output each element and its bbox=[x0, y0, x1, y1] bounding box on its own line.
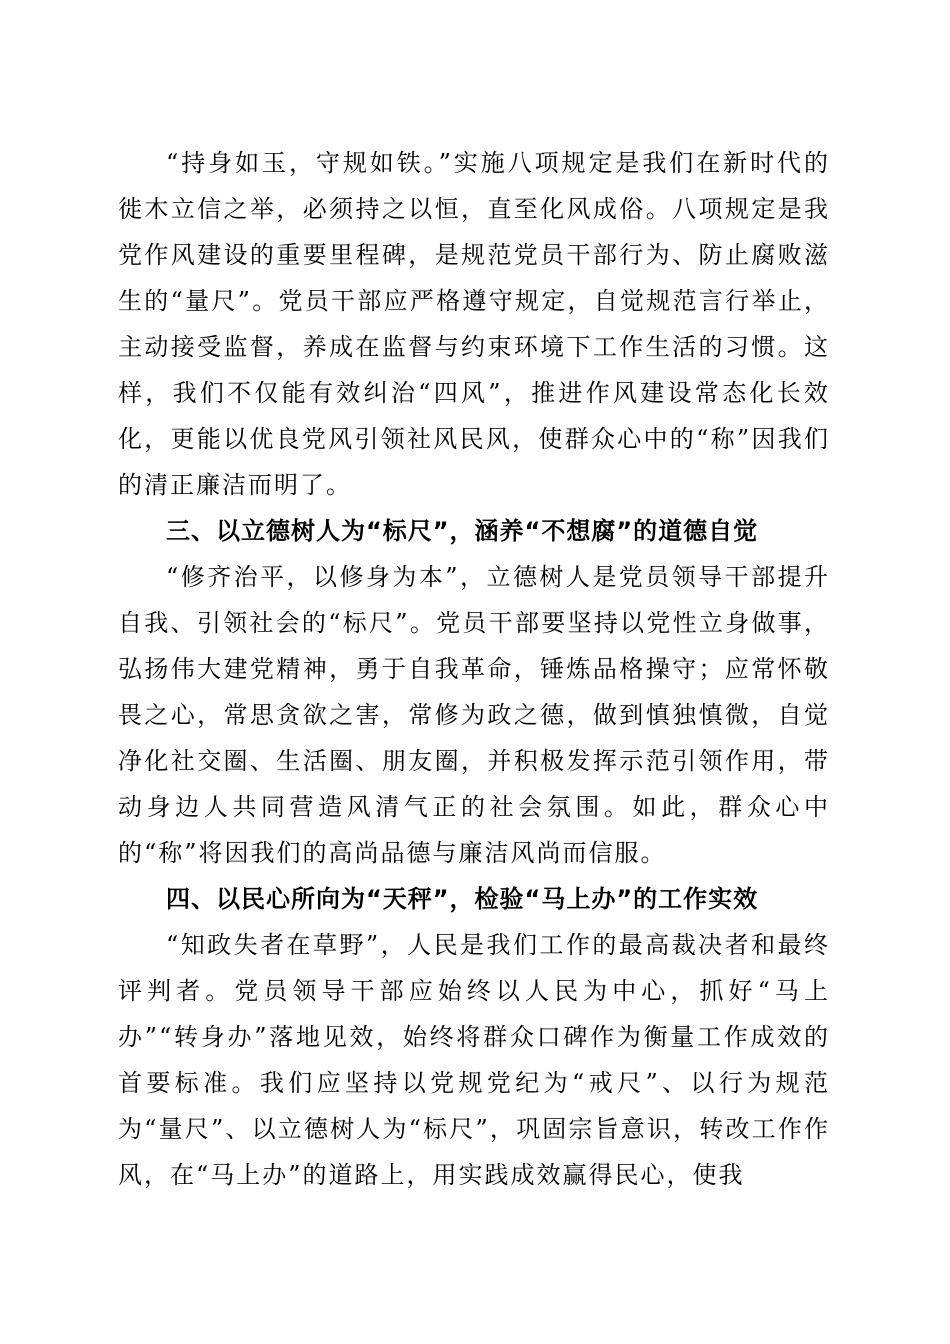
paragraph-public-will: “知政失者在草野”，人民是我们工作的最高裁决者和最终评判者。党员领导干部应始终以人民为中心，抓好“马上办”“转身办”落地见效，始终将群众口碑作为衡量工作成效的首要标准。我们应坚持以党规党纪为“戒尺”、以行为规范为“量尺”、以立德树人为“标尺”，巩固宗旨意识，转改工作作风，在“马上办”的道路上，用实践成效赢得民心，使我 bbox=[118, 931, 830, 1189]
section-heading-four: 四、以民心所向为“天秤”，检验“马上办”的工作实效 bbox=[166, 885, 759, 913]
paragraph-moral-standard: “修齐治平，以修身为本”，立德树人是党员领导干部提升自我、引领社会的“标尺”。党员干部要坚持以党性立身做事，弘扬伟大建党精神，勇于自我革命，锤炼品格操守；应常怀敬畏之心，常思贪欲之害，常修为政之德，做到慎独慎微，自觉净化社交圈、生活圈、朋友圈，并积极发挥示范引领作用，带动身边人共同营造风清气正的社会氛围。如此，群众心中的“称”将因我们的高尚品德与廉洁风尚而信服。 bbox=[118, 563, 830, 867]
document-body bbox=[118, 140, 830, 1198]
paragraph-eight-rules: “持身如玉，守规如铁。”实施八项规定是我们在新时代的徙木立信之举，必须持之以恒，直至化风成俗。八项规定是我党作风建设的重要里程碑，是规范党员干部行为、防止腐败滋生的“量尺”。党员干部应严格遵守规定，自觉规范言行举止，主动接受监督，养成在监督与约束环境下工作生活的习惯。这样，我们不仅能有效纠治“四风”，推进作风建设常态化长效化，更能以优良党风引领社风民风，使群众心中的“称”因我们的清正廉洁而明了。 bbox=[118, 149, 830, 499]
section-heading-three: 三、以立德树人为“标尺”，涵养“不想腐”的道德自觉 bbox=[166, 517, 759, 545]
